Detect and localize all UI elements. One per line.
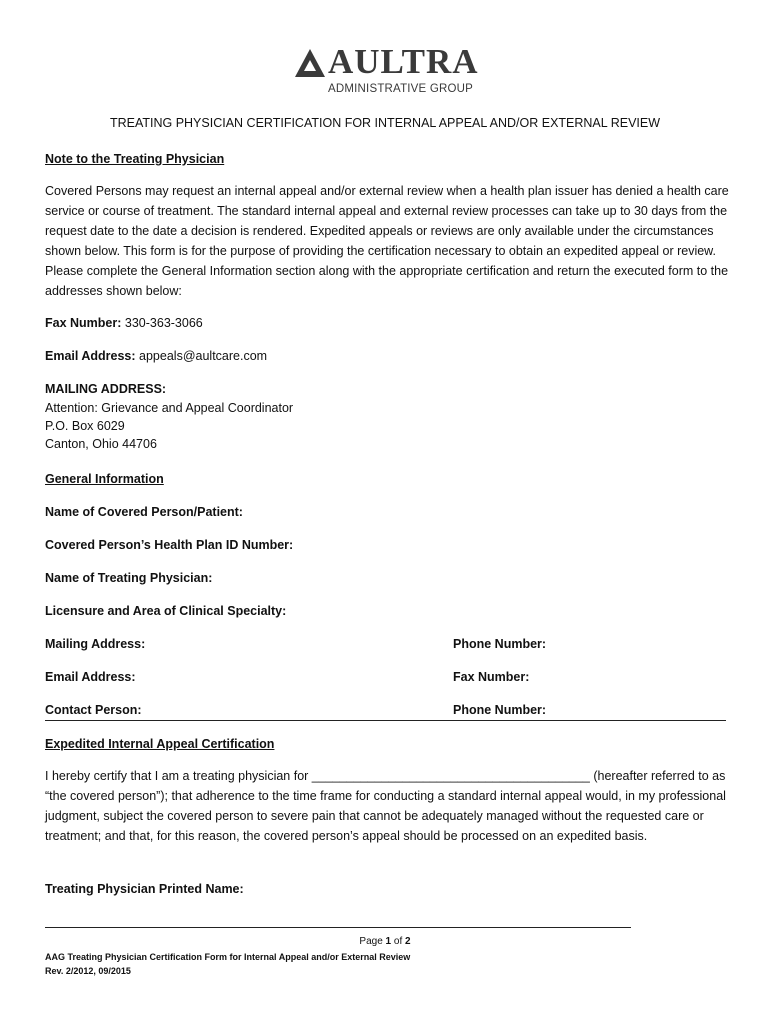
page-total: 2 [405,936,411,947]
certify-prefix: I hereby certify that I am a treating physician for [45,769,312,783]
email-line [45,348,267,364]
email-value: appeals@aultcare.com [139,349,268,363]
covered-person-name-field: Name of Covered Person/Patient: [45,505,243,519]
aultra-logo [295,44,485,100]
licensure-specialty-field: Licensure and Area of Clinical Specialty: [45,604,287,618]
email-label: Email Address: [45,349,136,363]
general-heading: General Information [45,472,164,486]
page-indicator [0,935,770,948]
logo-subtitle: ADMINISTRATIVE GROUP [328,83,473,95]
phone-number-field: Phone Number: [453,637,547,651]
email-address-field: Email Address: [45,670,136,684]
page-word: Page [359,936,383,947]
footer-rule [45,927,631,928]
expedited-heading: Expedited Internal Appeal Certification [45,737,275,751]
fax-number-field: Fax Number: [453,670,530,684]
certification-statement [45,766,730,846]
mailing-line-2: P.O. Box 6029 [45,419,125,433]
printed-name-field: Treating Physician Printed Name: [45,882,244,896]
mailing-address-field: Mailing Address: [45,637,146,651]
fax-line [45,315,203,331]
note-body: Covered Persons may request an internal appeal and/or external review when a health plan issuer has denied a health care service or course of treatment. The standard internal appeal and external review processes can take up to 30 days from the request date to the date a decision is rendered. Expedited appeals or reviews are only available under the circumstances shown below. This form is for the purpose of providing the certification necessary to obtain an expedited appeal or review. Please complete the General Information section along with the appropriate certification and return the executed form to the addresses shown below: [45,184,729,298]
form-revision: Rev. 2/2012, 09/2015 [45,966,131,976]
fax-value: 330-363-3066 [124,316,203,330]
mailing-line-1: Attention: Grievance and Appeal Coordinator [45,401,294,415]
covered-person-blank: ________________________________________ [311,769,590,783]
form-name: AAG Treating Physician Certification Form for Internal Appeal and/or External Review [45,952,411,962]
document-title: TREATING PHYSICIAN CERTIFICATION FOR INTERNAL APPEAL AND/OR EXTERNAL REVIEW [109,116,661,130]
certify-rest: (hereafter referred to as “the covered person”); that adherence to the time frame for conducting a standard internal appeal would, in my professional judgment, subject the covered person to severe pain that cannot be adequately managed without the requested care or treatment; and that, for this reason, the covered person’s appeal should be processed on an expedited basis. [45,769,726,843]
contact-phone-field: Phone Number: [453,703,547,717]
section-divider [45,720,726,721]
treating-physician-name-field: Name of Treating Physician: [45,571,213,585]
contact-person-field: Contact Person: [45,703,142,717]
health-plan-id-field: Covered Person’s Health Plan ID Number: [45,538,294,552]
aultra-triangle-icon [295,47,325,77]
mailing-label: MAILING ADDRESS: [45,382,167,396]
page-number: 1 [385,936,392,947]
fax-label: Fax Number: [45,316,122,330]
note-heading: Note to the Treating Physician [45,152,225,166]
of-word: of [393,936,403,947]
mailing-line-3: Canton, Ohio 44706 [45,437,157,451]
logo-brand: AULTRA [328,42,479,81]
